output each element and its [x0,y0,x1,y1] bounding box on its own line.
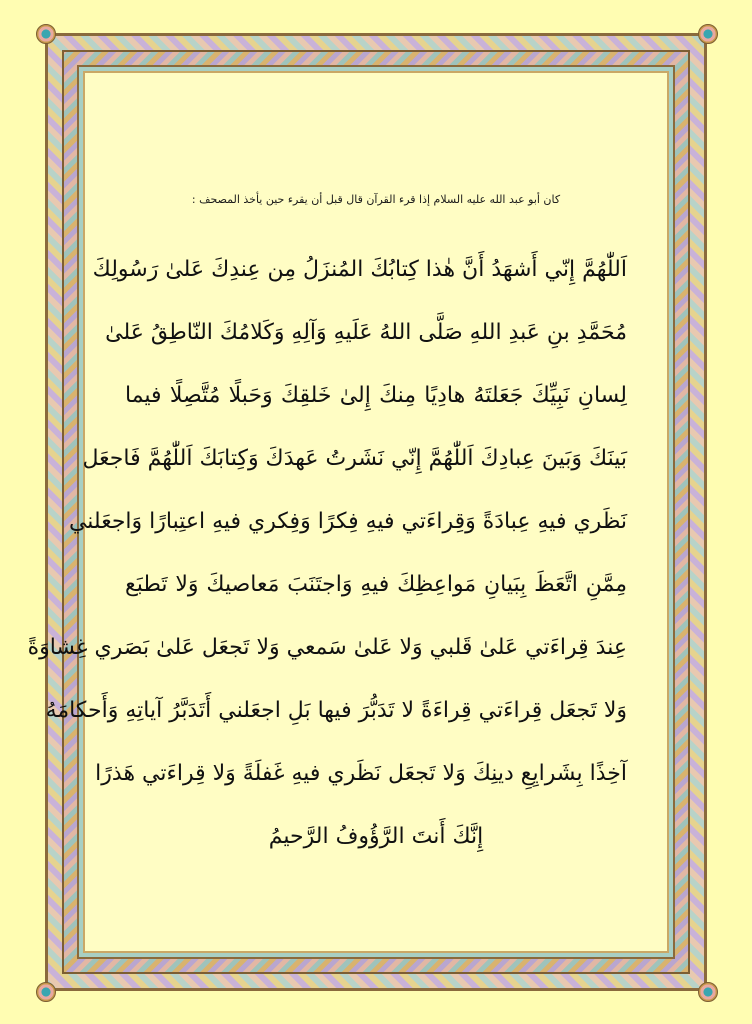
corner-ornament-icon [36,982,56,1002]
prayer-heading: كان أبو عبد الله عليه السلام إذا قرء القرآن قال قبل أن يقرء حين يأخذ المصحف : [191,193,561,206]
corner-ornament-icon [36,24,56,44]
text-line: آخِذًا بِشَرايِعِ دينِكَ وَلا تَجعَل نَظَري فيهِ غَفلَةً وَلا قِراءَتي هَذرًا [95,761,627,786]
text-panel [27,71,669,953]
corner-ornament-icon [698,24,718,44]
text-line: نَظَري فيهِ عِبادَةً وَقِراءَتي فيهِ فِكرًا وَفِكري فيهِ اعتِبارًا وَاجعَلني [68,509,627,534]
text-line: عِندَ قِراءَتي عَلىٰ قَلبي وَلا عَلىٰ سَمعي وَلا تَجعَل عَلىٰ بَصَري غِشاوَةً [27,635,627,660]
ornamental-border [27,33,707,991]
prayer-text [27,238,627,868]
text-line: اَللّٰهُمَّ إِنّي أَشهَدُ أَنَّ هٰذا كِتابُكَ المُنزَلُ مِن عِندِكَ عَلىٰ رَسُولِكَ [92,257,627,282]
text-line-closing: إِنَّكَ أَنتَ الرَّؤُوفُ الرَّحيمُ [268,824,484,849]
text-line: وَلا تَجعَل قِراءَتي قِراءَةً لا تَدَبُّرَ فيها بَلِ اجعَلني أَتَدَبَّرُ آياتِهِ وَأَحكامَهُ [45,698,627,723]
corner-ornament-icon [698,982,718,1002]
ornamental-border-band [27,50,690,974]
text-line: لِسانِ نَبِيِّكَ جَعَلتَهُ هادِيًا مِنكَ إِلىٰ خَلقِكَ وَحَبلًا مُتَّصِلًا فيما [125,383,627,408]
text-line: بَينَكَ وَبَينَ عِبادِكَ اَللّٰهُمَّ إِنّي نَشَرتُ عَهدَكَ وَكِتابَكَ اَللّٰهُمَّ فَاجعَل [82,446,627,471]
text-line: مِمَّنِ اتَّعَظَ بِبَيانِ مَواعِظِكَ فيهِ وَاجتَنَبَ مَعاصيكَ وَلا تَطبَع [125,572,627,597]
text-line: مُحَمَّدِ بنِ عَبدِ اللهِ صَلَّى اللهُ عَلَيهِ وَآلِهِ وَكَلامُكَ النّاطِقُ عَلىٰ [105,320,627,345]
ornamental-border-inner [27,65,675,959]
